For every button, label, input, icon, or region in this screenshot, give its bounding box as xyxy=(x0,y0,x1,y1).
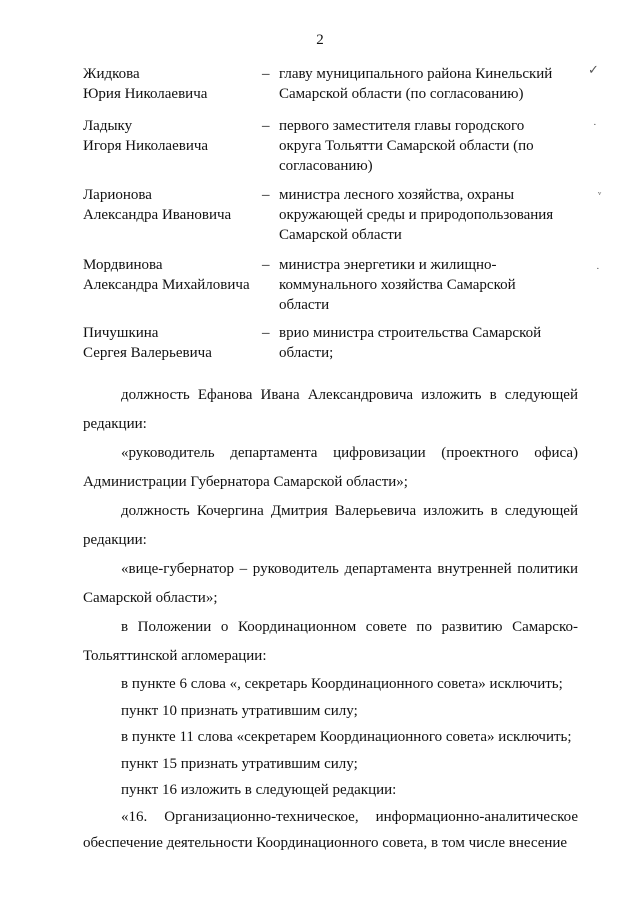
member-dash: – xyxy=(262,118,270,134)
paragraph-kochergin-title: «вице-губернатор – руководитель департамента внутренней политики Самарской области»; xyxy=(83,561,578,606)
margin-dot-mark: · xyxy=(596,263,600,275)
page-number: 2 xyxy=(316,32,324,48)
member-role: министра энергетики и жилищно- коммунального хозяйства Самарской области xyxy=(279,257,516,313)
margin-dot-mark: · xyxy=(593,119,597,131)
paragraph-efanov: должность Ефанова Ивана Александровича изложить в следующей редакции: xyxy=(83,387,578,432)
paragraph-efanov-title: «руководитель департамента цифровизации (проектного офиса) Администрации Губернатора Самарской области»; xyxy=(83,445,578,490)
member-dash: – xyxy=(262,66,270,82)
member-name: Пичушкина Сергея Валерьевича xyxy=(83,325,212,361)
item-clause-11: в пункте 11 слова «секретарем Координационного совета» исключить; xyxy=(121,729,572,745)
member-name: Мордвинова Александра Михайловича xyxy=(83,257,250,293)
member-role: министра лесного хозяйства, охраны окружающей среды и природопользования Самарской области xyxy=(279,187,554,243)
document-body xyxy=(83,381,578,857)
item-clause-6: в пункте 6 слова «, секретарь Координационного совета» исключить; xyxy=(121,676,563,692)
item-clause-10: пункт 10 признать утратившим силу; xyxy=(121,702,358,719)
member-name: Ларионова Александра Ивановича xyxy=(83,187,232,223)
member-role: первого заместителя главы городского округа Тольятти Самарской области (по согласованию) xyxy=(279,118,534,174)
member-dash: – xyxy=(262,257,270,273)
member-role: главу муниципального района Кинельский Самарской области (по согласованию) xyxy=(279,66,553,102)
item-clause-16: пункт 16 изложить в следующей редакции: xyxy=(121,782,397,798)
member-name: Ладыку Игоря Николаевича xyxy=(83,118,209,154)
member-role: врио министра строительства Самарской области; xyxy=(279,325,542,361)
margin-check-mark: ✓ xyxy=(588,62,599,77)
member-dash: – xyxy=(262,325,270,341)
paragraph-clause-16-text: «16. Организационно-техническое, информационно-аналитическое обеспечение деятельности Координационного совета, в том числе внесение xyxy=(83,808,578,851)
margin-tick-mark: ᵥ xyxy=(598,185,602,197)
member-dash: – xyxy=(262,187,270,203)
paragraph-regulation: в Положении о Координационном совете по развитию Самарско-Тольяттинской агломерации: xyxy=(83,619,578,664)
paragraph-kochergin: должность Кочергина Дмитрия Валерьевича изложить в следующей редакции: xyxy=(83,503,578,548)
member-name: Жидкова Юрия Николаевича xyxy=(83,66,208,102)
item-clause-15: пункт 15 признать утратившим силу; xyxy=(121,755,358,772)
